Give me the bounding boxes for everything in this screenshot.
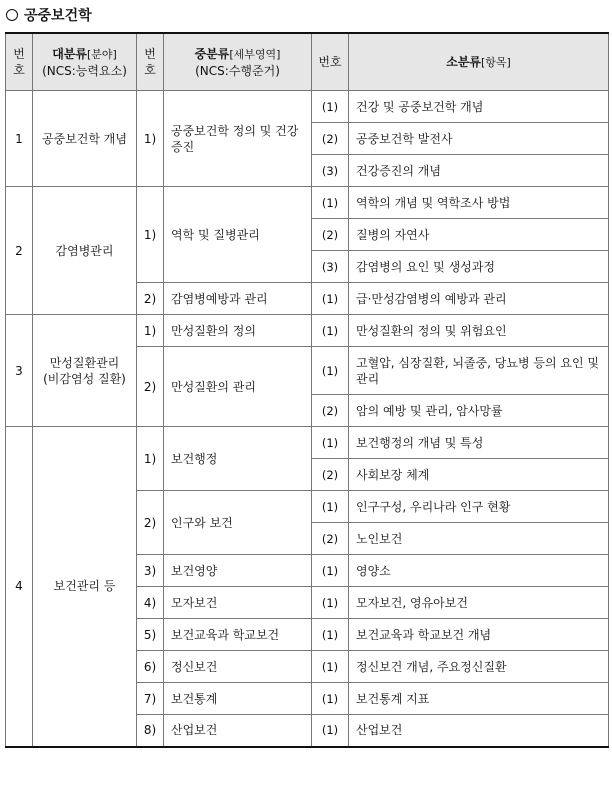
major-no: 4 (6, 427, 33, 747)
header-mid: 중분류[세부영역] (NCS:수행준거) (164, 33, 312, 91)
minor-no: (2) (312, 219, 349, 251)
major-name: 감염병관리 (33, 187, 137, 315)
minor-no: (2) (312, 395, 349, 427)
minor-no: (2) (312, 523, 349, 555)
major-no: 2 (6, 187, 33, 315)
table-row (6, 91, 609, 123)
minor-text: 공중보건학 발전사 (349, 123, 609, 155)
mid-name: 보건영양 (164, 555, 312, 587)
minor-no: (2) (312, 459, 349, 491)
major-no: 1 (6, 91, 33, 187)
minor-text: 역학의 개념 및 역학조사 방법 (349, 187, 609, 219)
heading-title: 공중보건학 (24, 8, 92, 24)
mid-no: 2) (137, 347, 164, 427)
mid-name: 공중보건학 정의 및 건강증진 (164, 91, 312, 187)
minor-text: 인구구성, 우리나라 인구 현황 (349, 491, 609, 523)
mid-name: 산업보건 (164, 715, 312, 747)
minor-no: (1) (312, 187, 349, 219)
minor-text: 급·만성감염병의 예방과 관리 (349, 283, 609, 315)
mid-no: 1) (137, 91, 164, 187)
minor-text: 만성질환의 정의 및 위험요인 (349, 315, 609, 347)
mid-name: 만성질환의 관리 (164, 347, 312, 427)
mid-name: 감염병예방과 관리 (164, 283, 312, 315)
mid-no: 8) (137, 715, 164, 747)
minor-no: (1) (312, 491, 349, 523)
mid-name: 인구와 보건 (164, 491, 312, 555)
mid-name: 모자보건 (164, 587, 312, 619)
mid-no: 1) (137, 187, 164, 283)
minor-text: 보건행정의 개념 및 특성 (349, 427, 609, 459)
section-heading (6, 4, 92, 26)
minor-text: 보건통계 지표 (349, 683, 609, 715)
header-minor: 소분류[항목] (349, 33, 609, 91)
table-row (6, 427, 609, 459)
minor-text: 사회보장 체계 (349, 459, 609, 491)
header-mid-no: 번호 (137, 33, 164, 91)
minor-text: 노인보건 (349, 523, 609, 555)
minor-no: (1) (312, 283, 349, 315)
mid-no: 6) (137, 651, 164, 683)
minor-no: (1) (312, 619, 349, 651)
mid-no: 1) (137, 427, 164, 491)
mid-name: 정신보건 (164, 651, 312, 683)
header-no: 번호 (6, 33, 33, 91)
minor-text: 암의 예방 및 관리, 암사망률 (349, 395, 609, 427)
minor-text: 질병의 자연사 (349, 219, 609, 251)
header-major: 대분류[분야] (NCS:능력요소) (33, 33, 137, 91)
mid-no: 1) (137, 315, 164, 347)
header-row (6, 33, 609, 91)
mid-name: 보건교육과 학교보건 (164, 619, 312, 651)
mid-no: 4) (137, 587, 164, 619)
minor-no: (1) (312, 683, 349, 715)
mid-no: 2) (137, 491, 164, 555)
syllabus-table (5, 32, 609, 748)
minor-no: (1) (312, 587, 349, 619)
minor-no: (1) (312, 347, 349, 395)
table-row (6, 315, 609, 347)
header-minor-no: 번호 (312, 33, 349, 91)
minor-no: (1) (312, 315, 349, 347)
major-name: 공중보건학 개념 (33, 91, 137, 187)
minor-no: (3) (312, 251, 349, 283)
mid-name: 역학 및 질병관리 (164, 187, 312, 283)
minor-text: 정신보건 개념, 주요정신질환 (349, 651, 609, 683)
minor-no: (1) (312, 651, 349, 683)
minor-text: 건강증진의 개념 (349, 155, 609, 187)
mid-name: 보건행정 (164, 427, 312, 491)
major-no: 3 (6, 315, 33, 427)
minor-text: 영양소 (349, 555, 609, 587)
table-body (6, 91, 609, 747)
minor-no: (3) (312, 155, 349, 187)
minor-text: 모자보건, 영유아보건 (349, 587, 609, 619)
mid-no: 2) (137, 283, 164, 315)
major-name: 보건관리 등 (33, 427, 137, 747)
minor-text: 보건교육과 학교보건 개념 (349, 619, 609, 651)
mid-name: 만성질환의 정의 (164, 315, 312, 347)
minor-no: (1) (312, 555, 349, 587)
major-name: 만성질환관리 (비감염성 질환) (33, 315, 137, 427)
minor-no: (1) (312, 427, 349, 459)
minor-text: 산업보건 (349, 715, 609, 747)
table-row (6, 187, 609, 219)
circle-icon (6, 9, 18, 21)
minor-no: (2) (312, 123, 349, 155)
minor-no: (1) (312, 715, 349, 747)
minor-text: 건강 및 공중보건학 개념 (349, 91, 609, 123)
mid-no: 7) (137, 683, 164, 715)
minor-text: 감염병의 요인 및 생성과정 (349, 251, 609, 283)
mid-no: 3) (137, 555, 164, 587)
minor-no: (1) (312, 91, 349, 123)
mid-no: 5) (137, 619, 164, 651)
minor-text: 고혈압, 심장질환, 뇌졸중, 당뇨병 등의 요인 및 관리 (349, 347, 609, 395)
mid-name: 보건통계 (164, 683, 312, 715)
